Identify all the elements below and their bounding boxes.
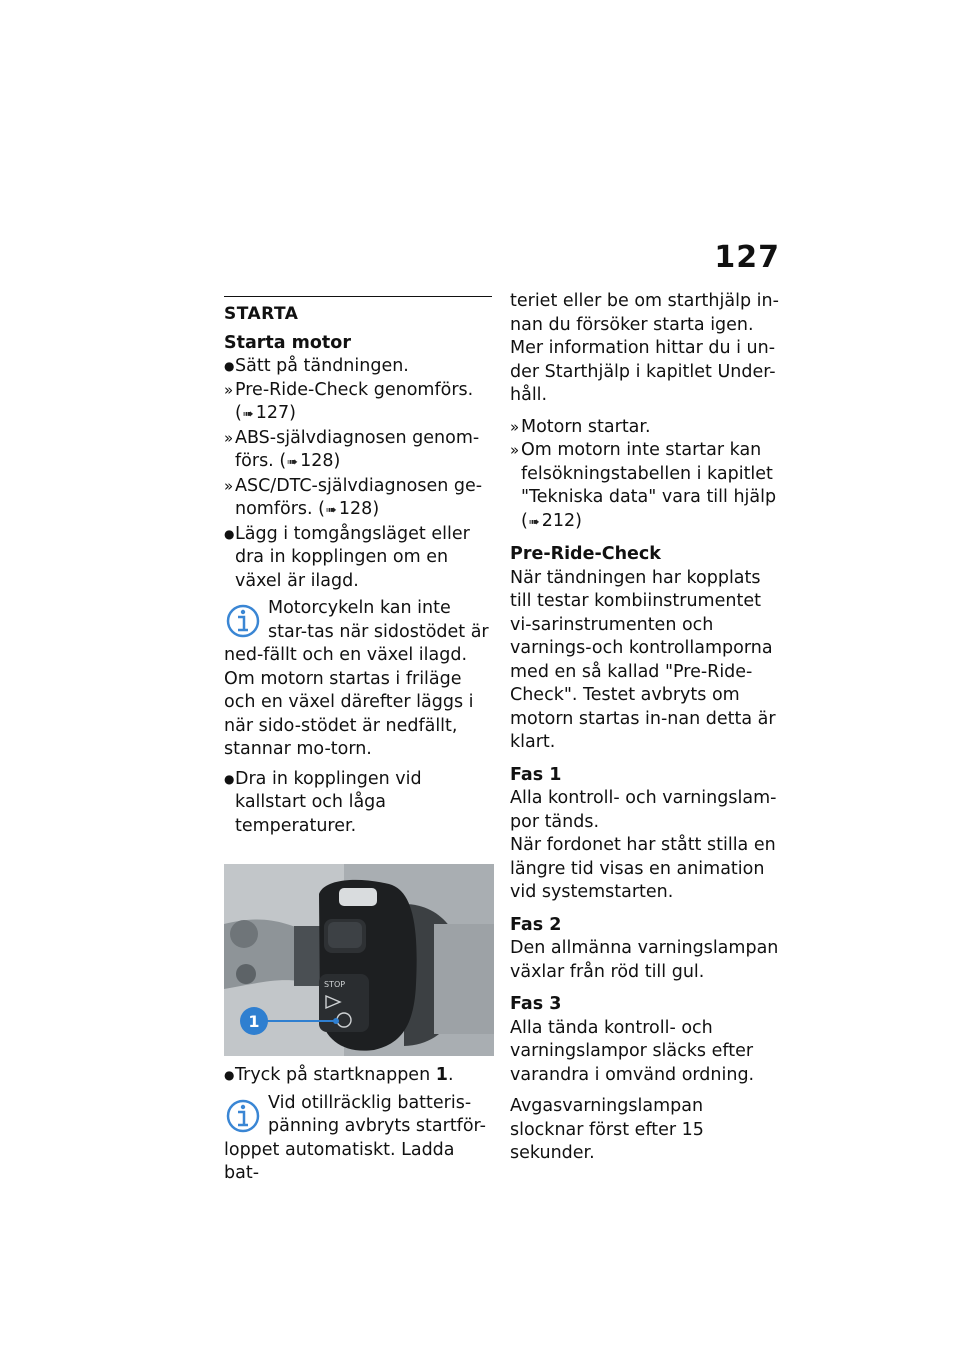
subheading-starta-motor: Starta motor xyxy=(224,332,351,353)
list-item-result: » Om motorn inte startar kan felsökningstabellen i kapitlet "Tekniska data" vara till hjälp (➠ 212) xyxy=(510,440,777,531)
callout-1: 1 xyxy=(248,1012,260,1031)
fas-2-line: Den allmänna varningslampan växlar från röd till gul. xyxy=(510,938,779,982)
note-battery-continued: teriet eller be om starthjälp in-nan du försöker starta igen. Mer information hittar du i un-der Starthjälp i kapitlet Under-håll. xyxy=(510,291,779,405)
handlebar-switch-photo xyxy=(224,864,494,1056)
page-reference[interactable]: (➠ 128) xyxy=(279,451,341,471)
reference-arrow-icon: ➠ xyxy=(326,503,337,518)
section-rule xyxy=(224,296,492,297)
heading-fas-2: Fas 2 xyxy=(510,914,562,935)
section-title: STARTA xyxy=(224,304,299,324)
page-number: 127 xyxy=(714,240,780,275)
info-icon xyxy=(224,601,262,641)
list-item-result: » ABS-självdiagnosen genom-förs. (➠ 128) xyxy=(224,427,480,471)
heading-fas-1: Fas 1 xyxy=(510,764,562,785)
handlebar-illustration xyxy=(224,864,494,1056)
reference-arrow-icon: ➠ xyxy=(242,407,254,422)
list-item-result: » Motorn startar. xyxy=(510,416,782,440)
list-item: ● Sätt på tändningen. xyxy=(224,355,492,379)
page-reference[interactable]: (➠ 127) xyxy=(235,403,296,423)
stop-label: STOP xyxy=(324,980,346,989)
bullet-icon: ● xyxy=(224,1068,235,1082)
list-item: ● Dra in kopplingen vid kallstart och låga temperaturer. xyxy=(224,768,422,836)
fas-1-line: När fordonet har stått stilla en längre tid visas en animation vid systemstarten. xyxy=(510,835,776,902)
reference-arrow-icon: ➠ xyxy=(287,455,299,470)
list-item-result: » Pre-Ride-Check genomförs. (➠ 127) xyxy=(224,379,474,423)
page-reference[interactable]: (➠ 128) xyxy=(318,499,380,519)
list-item-result: » ASC/DTC-självdiagnosen ge-nomförs. (➠ 128) xyxy=(224,475,483,519)
heading-fas-3: Fas 3 xyxy=(510,994,562,1014)
result-icon: » xyxy=(224,380,234,399)
left-column xyxy=(224,296,492,1192)
result-icon: » xyxy=(510,417,520,436)
fas-1-line: Alla kontroll- och varningslam-por tänds. xyxy=(510,788,777,832)
result-icon: » xyxy=(224,428,234,447)
list-item: ● Tryck på startknappen 1. xyxy=(224,1064,492,1088)
result-icon: » xyxy=(510,441,520,459)
result-icon: » xyxy=(224,476,234,495)
heading-pre-ride-check: Pre-Ride-Check xyxy=(510,544,661,564)
right-column xyxy=(510,290,782,1166)
note-sidestand: Motorcykeln kan inte star-tas när sidostödet är ned-fällt och en växel ilagd. Om motorn startas i friläge och en växel därefter läggs i när sido-stödet är nedfällt, stannar mo-torn. xyxy=(224,598,489,759)
page-reference[interactable]: (➠ 212) xyxy=(521,510,582,531)
bullet-icon: ● xyxy=(224,771,235,786)
info-icon xyxy=(224,1096,262,1136)
fas-3-line: Alla tända kontroll- och varningslampor släcks efter varandra i omvänd ordning. xyxy=(510,1017,755,1085)
closing-text: Avgasvarningslampan slocknar först efter 15 sekunder. xyxy=(510,1096,704,1163)
pre-ride-check-text: När tändningen har kopplats till testar kombiinstrumentet vi-sarinstrumenten och varnings-och kontrollamporna med en så kallad "Pre-Ride-Check". Testet avbryts om motorn startas in-nan detta är klart. xyxy=(510,567,776,752)
list-item: ● Lägg i tomgångsläget eller dra in kopplingen om en växel är ilagd. xyxy=(224,523,470,591)
note-battery: Vid otillräcklig batteris-pänning avbryts startför-loppet automatiskt. Ladda bat- xyxy=(224,1092,486,1183)
reference-arrow-icon: ➠ xyxy=(528,514,540,530)
bullet-icon: ● xyxy=(224,359,235,373)
bullet-icon: ● xyxy=(224,526,235,541)
